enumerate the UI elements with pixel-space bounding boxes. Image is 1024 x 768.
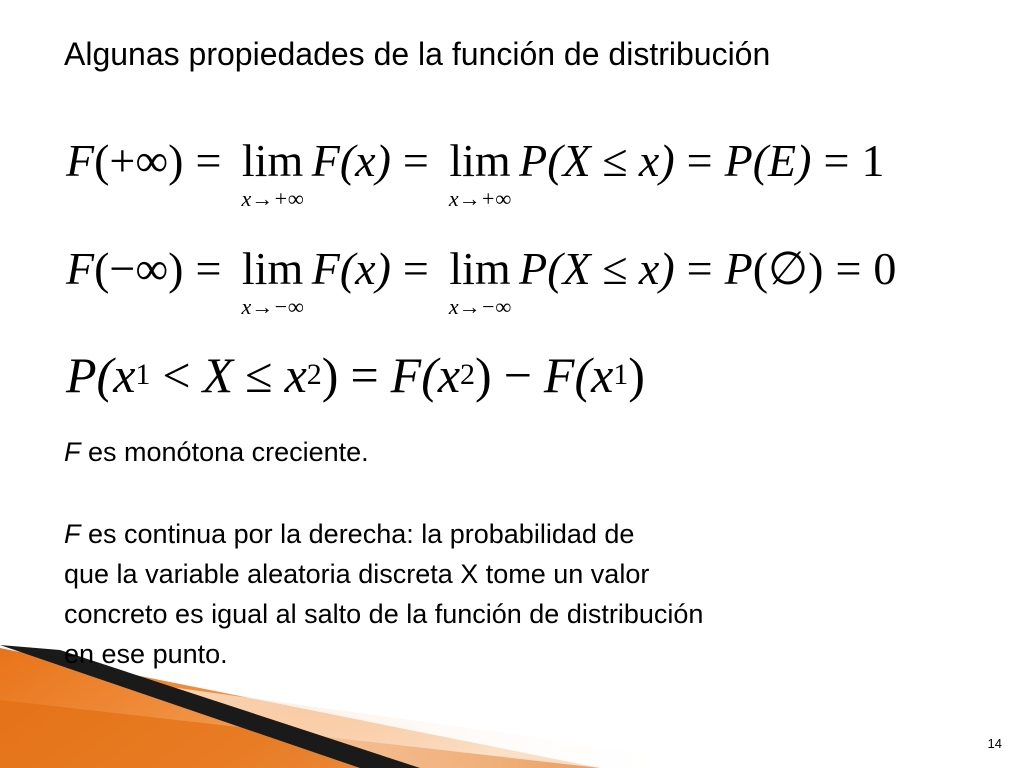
eq2-lhs-arg: (−∞) <box>94 243 184 294</box>
eq1-E-arg: (E) <box>752 135 812 186</box>
eq3-arg1-close: ) <box>475 347 492 403</box>
eq3-open: (x <box>96 347 136 403</box>
equation-limit-minus-infinity <box>66 243 897 319</box>
equation-interval-probability <box>66 347 645 403</box>
eq3-sub1: 1 <box>135 358 151 391</box>
eq2-P2: P <box>724 243 753 294</box>
eq1-lhs-arg: (+∞) <box>94 135 184 186</box>
p2-line-3: concreto es igual al salto de la función de distribución <box>64 599 704 629</box>
p1-text: es monótona creciente. <box>88 437 369 467</box>
eq3-equals: = <box>350 347 379 403</box>
slide-title: Algunas propiedades de la función de distribución <box>64 36 771 72</box>
eq1-F-x: F <box>311 135 340 186</box>
eq2-equals-4: = <box>835 243 862 294</box>
eq1-x-arg: (x) <box>339 135 391 186</box>
p2-line-4: en ese punto. <box>64 639 228 669</box>
eq2-equals-3: = <box>686 243 713 294</box>
eq3-x: x <box>284 347 307 403</box>
eq2-equals-2: = <box>402 243 429 294</box>
eq3-arg2-sub: 1 <box>613 358 629 391</box>
eq3-sub2: 2 <box>306 358 322 391</box>
p2-line-2: que la variable aleatoria discreta X tome un valor <box>64 559 650 589</box>
eq3-F2: F <box>543 347 575 403</box>
eq2-rhs: 0 <box>873 243 897 294</box>
eq1-equals-1: = <box>195 135 222 186</box>
eq2-prob-arg: (X ≤ x) <box>547 243 675 294</box>
page-number: 14 <box>987 736 1002 751</box>
eq2-equals-1: = <box>195 243 222 294</box>
eq1-equals-2: = <box>402 135 429 186</box>
eq1-P2: P <box>724 135 753 186</box>
eq2-F: F <box>66 243 95 294</box>
eq2-P: P <box>519 243 548 294</box>
eq1-equals-4: = <box>823 135 850 186</box>
eq3-le: ≤ <box>245 347 273 403</box>
p2-line-1: F es continua por la derecha: la probabilidad de <box>64 519 635 549</box>
eq2-x-arg: (x) <box>339 243 391 294</box>
eq3-X: X <box>202 347 234 403</box>
eq3-lt: < <box>162 347 191 403</box>
eq3-P: P <box>66 347 97 403</box>
eq3-arg1-open: (x <box>421 347 461 403</box>
eq3-minus: − <box>503 347 532 403</box>
eq2-lim-1: lim x→−∞ <box>241 243 304 319</box>
eq3-F1: F <box>390 347 422 403</box>
eq2-F-x: F <box>311 243 340 294</box>
paragraph-right-continuous <box>64 514 703 674</box>
equation-limit-plus-infinity <box>66 135 885 211</box>
eq2-lim-2: lim x→−∞ <box>448 243 512 319</box>
eq3-arg2-close: ) <box>628 347 645 403</box>
eq1-F: F <box>66 135 95 186</box>
paragraph-monotone <box>64 432 369 472</box>
eq1-lim-2: lim x→+∞ <box>448 135 512 211</box>
eq1-equals-3: = <box>686 135 713 186</box>
eq3-arg1-sub: 2 <box>460 358 476 391</box>
eq1-lim-1: lim x→+∞ <box>241 135 304 211</box>
p2-F: F <box>64 519 81 549</box>
eq2-empty-set-arg: (∅) <box>752 243 824 294</box>
eq1-prob-arg: (X ≤ x) <box>547 135 675 186</box>
eq3-arg2-open: (x <box>574 347 614 403</box>
eq3-close: ) <box>321 347 339 403</box>
p1-F: F <box>64 437 81 467</box>
eq1-rhs: 1 <box>861 135 885 186</box>
eq1-P: P <box>519 135 548 186</box>
